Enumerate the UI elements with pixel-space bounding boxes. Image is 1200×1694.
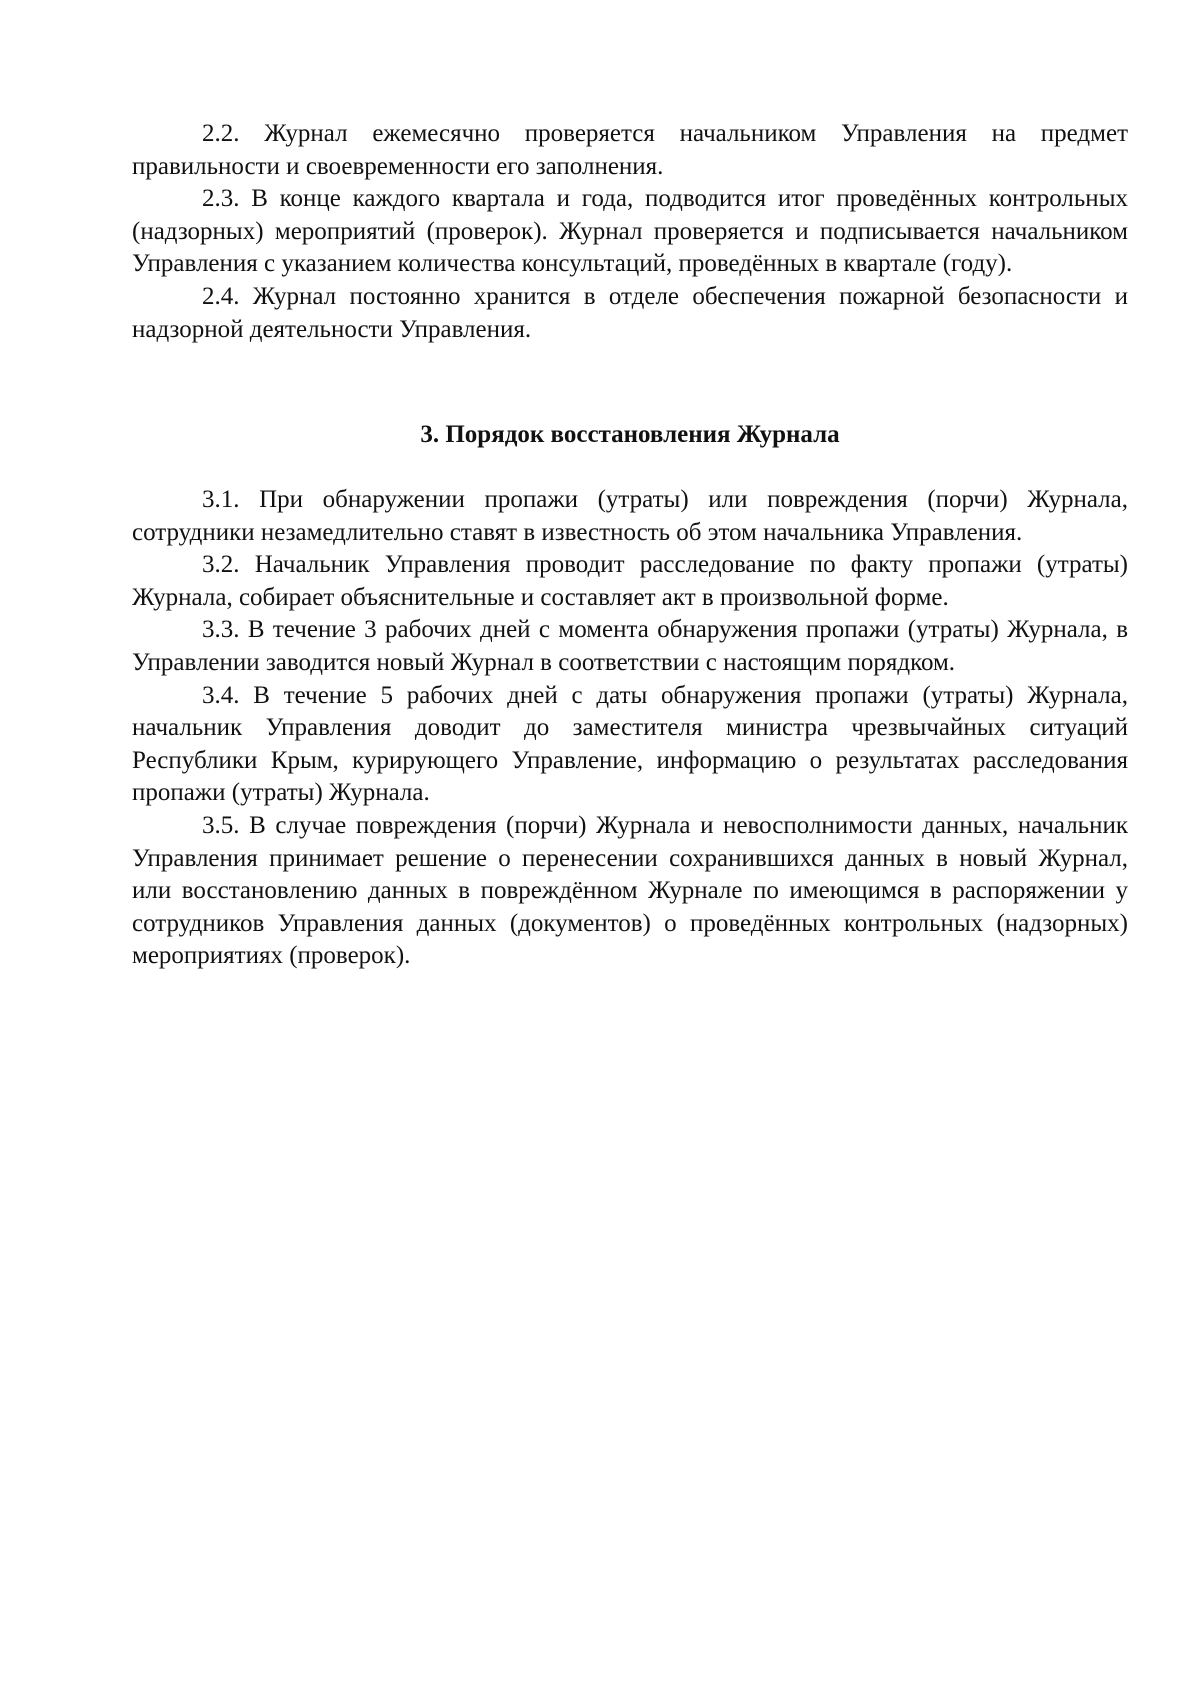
- paragraph-3-5: 3.5. В случае повреждения (порчи) Журнала и невосполнимости данных, начальник Управления принимает решение о перенесении сохранившихся данных в новый Журнал, или восстановлению данных в повреждённом Журнале по имеющимся в распоряжении у сотрудников Управления данных (документов) о проведённых контрольных (надзорных) мероприятиях (проверок).: [132, 811, 1128, 970]
- section-3-heading: 3. Порядок восстановления Журнала: [420, 421, 840, 448]
- section-3-body: [132, 484, 1128, 973]
- paragraph-3-1: 3.1. При обнаружении пропажи (утраты) или повреждения (порчи) Журнала, сотрудники незамедлительно ставят в известность об этом начальника Управления.: [132, 486, 1128, 546]
- paragraph-3-4: 3.4. В течение 5 рабочих дней с даты обнаружения пропажи (утраты) Журнала, начальник Управления доводит до заместителя министра чрезвычайных ситуаций Республики Крым, курирующего Управление, информацию о результатах расследования пропажи (утраты) Журнала.: [132, 681, 1128, 807]
- paragraph-2-2: 2.2. Журнал ежемесячно проверяется начальником Управления на предмет правильности и своевременности его заполнения.: [132, 120, 1128, 180]
- paragraph-2-4: 2.4. Журнал постоянно хранится в отделе обеспечения пожарной безопасности и надзорной деятельности Управления.: [132, 282, 1128, 343]
- paragraph-2-3: 2.3. В конце каждого квартала и года, подводится итог проведённых контрольных (надзорных) мероприятий (проверок). Журнал проверяется и подписывается начальником Управления с указанием количества консультаций, проведённых в квартале (году).: [132, 185, 1128, 278]
- paragraph-3-2: 3.2. Начальник Управления проводит расследование по факту пропажи (утраты) Журнала, собирает объяснительные и составляет акт в произвольной форме.: [132, 551, 1128, 611]
- paragraph-3-3: 3.3. В течение 3 рабочих дней с момента обнаружения пропажи (утраты) Журнала, в Управлении заводится новый Журнал в соответствии с настоящим порядком.: [132, 616, 1128, 676]
- section-2-body: [132, 118, 1128, 346]
